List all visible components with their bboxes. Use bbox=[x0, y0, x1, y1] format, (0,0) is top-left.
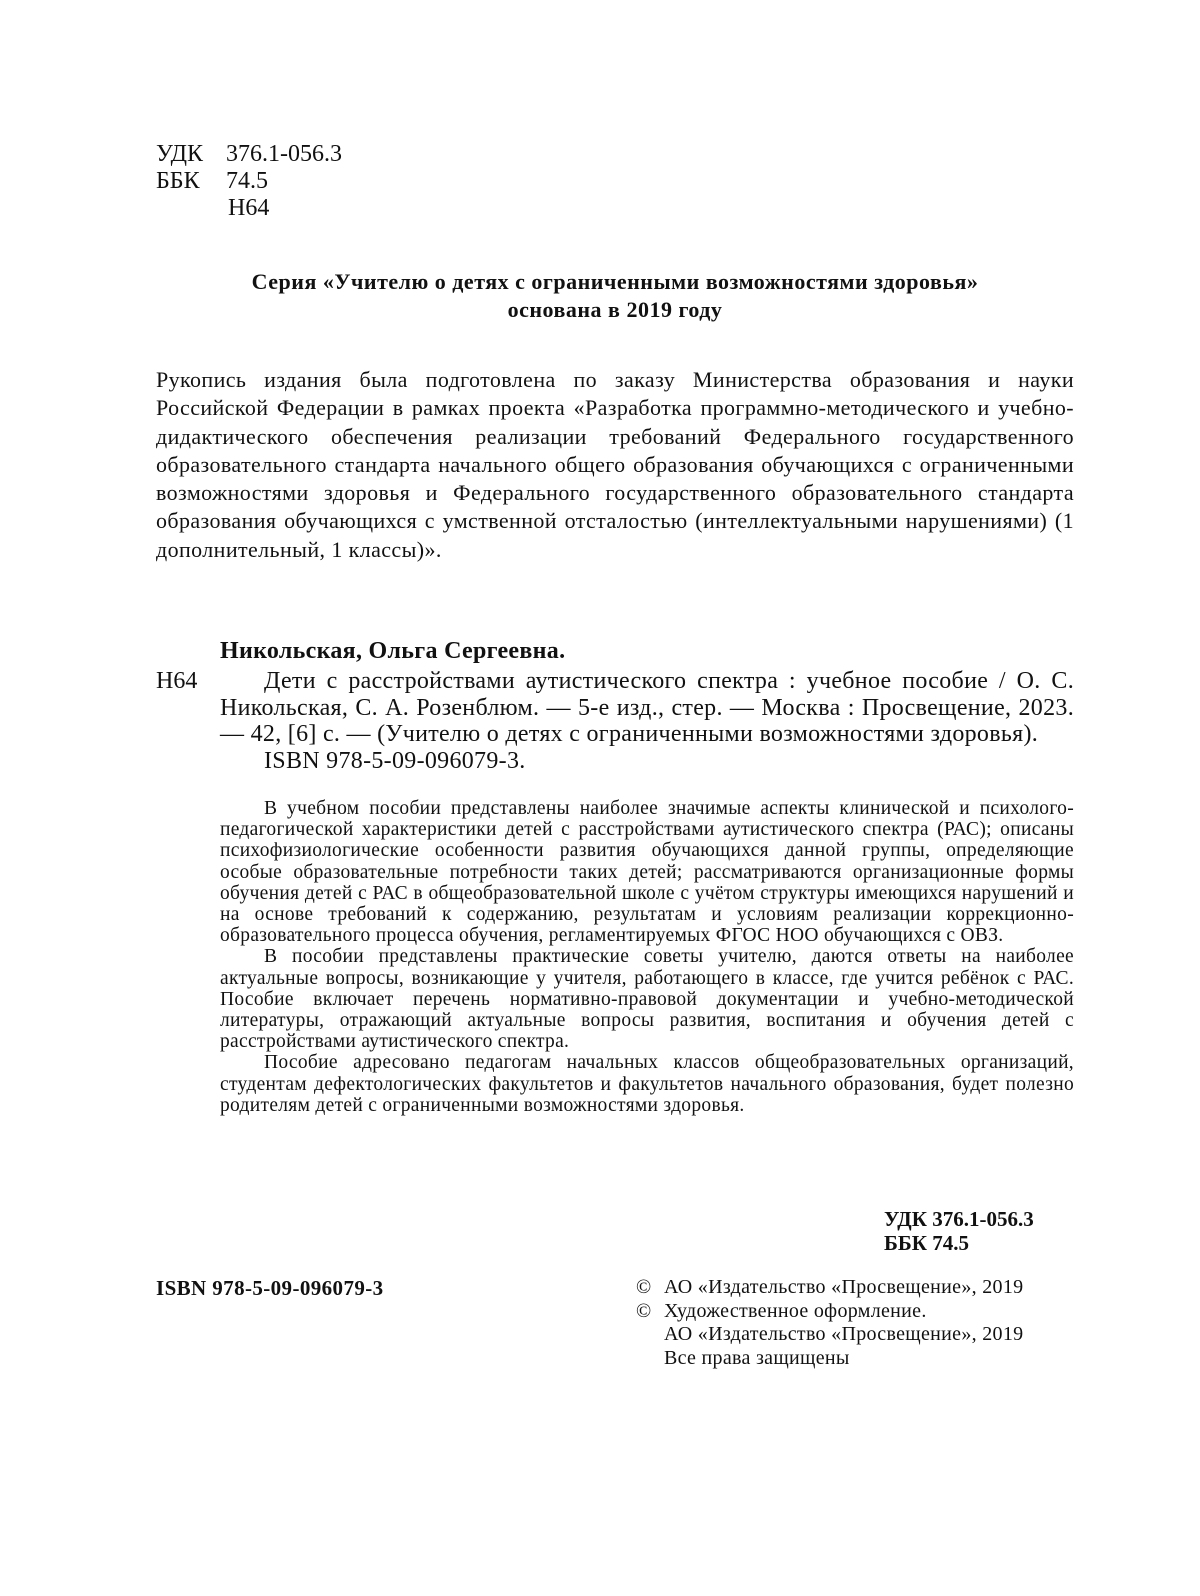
abstract bbox=[220, 798, 1074, 1116]
udk-label: УДК bbox=[156, 141, 203, 167]
series-line-1: Серия «Учителю о детях с ограниченными возможностями здоровья» bbox=[251, 269, 979, 294]
closing-classification bbox=[884, 1207, 1034, 1255]
copyright-line-4: Все права защищены bbox=[664, 1346, 850, 1369]
bibliographic-description: Дети с расстройствами аутистического спектра : учебное пособие / О. С. Никольская, С. А. Розенблюм. — 5-е изд., стер. — Москва : Просвещение, 2023. — 42, [6] с. — (Учителю о детях с ограниченными возможностями здоровья). bbox=[220, 668, 1074, 747]
series-title bbox=[156, 268, 1074, 324]
bibliographic-isbn: ISBN 978-5-09-096079-3. bbox=[264, 747, 526, 774]
isbn-bottom: ISBN 978-5-09-096079-3 bbox=[156, 1276, 384, 1300]
bbk-value: 74.5 bbox=[226, 168, 268, 194]
copyright-block bbox=[636, 1276, 1074, 1370]
manuscript-note: Рукопись издания была подготовлена по заказу Министерства образования и науки Российской Федерации в рамках проекта «Разработка программно-методического и учебно-дидактического обеспечения реализации требований Федерального государственного образовательного стандарта начального общего образования обучающихся с ограниченными возможностями здоровья и Федерального государственного образовательного стандарта образования обучающихся с умственной отсталостью (интеллектуальными нарушениями) (1 дополнительный, 1 классы)». bbox=[156, 367, 1074, 562]
copyright-row bbox=[636, 1300, 1074, 1324]
copyright-symbol: © bbox=[636, 1276, 652, 1298]
bbk-label: ББК bbox=[156, 168, 200, 194]
abstract-paragraph: В пособии представлены практические советы учителю, даются ответы на наиболее актуальные вопросы, возникающие у учителя, работающего в классе, где учится ребёнок с РАС. Пособие включает перечень нормативно-правовой документации и учебно-методической литературы, отражающий актуальные вопросы развития, воспитания и обучения детей с расстройствами аутистического спектра. bbox=[220, 946, 1074, 1053]
abstract-paragraph: Пособие адресовано педагогам начальных классов общеобразовательных организаций, студентам дефектологических факультетов и факультетов начального образования, будет полезно родителям детей с ограниченными возможностями здоровья. bbox=[220, 1052, 1074, 1116]
copyright-row bbox=[636, 1276, 1074, 1300]
author-mark: Н64 bbox=[228, 195, 270, 221]
classification-block bbox=[156, 141, 342, 222]
bibliographic-record bbox=[156, 636, 1074, 774]
copyright-line-1: АО «Издательство «Просвещение», 2019 bbox=[664, 1276, 1024, 1298]
closing-udk: УДК 376.1-056.3 bbox=[884, 1207, 1034, 1231]
udk-row bbox=[156, 141, 342, 168]
copyright-symbol: © bbox=[636, 1299, 652, 1322]
closing-bbk: ББК 74.5 bbox=[884, 1231, 969, 1255]
bbk-row bbox=[156, 168, 342, 195]
author-heading: Никольская, Ольга Сергеевна. bbox=[220, 638, 566, 664]
copyright-line-2: Художественное оформление. bbox=[664, 1299, 927, 1322]
bibliographic-main bbox=[156, 668, 1074, 774]
series-line-2: основана в 2019 году bbox=[507, 297, 723, 322]
abstract-paragraph: В учебном пособии представлены наиболее значимые аспекты клинической и психолого-педагогической характеристики детей с расстройствами аутистического спектра (РАС); описаны психофизиологические особенности развития обучающихся данной группы, определяющие особые образовательные потребности таких детей; рассматриваются организационные формы обучения детей с РАС в общеобразовательной школе с учётом структуры имеющихся нарушений и на основе требований к содержанию, результатам и условиям реализации коррекционно-образовательного процесса обучения, регламентируемых ФГОС НОО обучающихся с ОВЗ. bbox=[220, 798, 1074, 947]
copyright-line-3: АО «Издательство «Просвещение», 2019 bbox=[664, 1323, 1024, 1345]
bibliographic-mark: Н64 bbox=[156, 668, 198, 694]
udk-value: 376.1-056.3 bbox=[226, 141, 342, 167]
